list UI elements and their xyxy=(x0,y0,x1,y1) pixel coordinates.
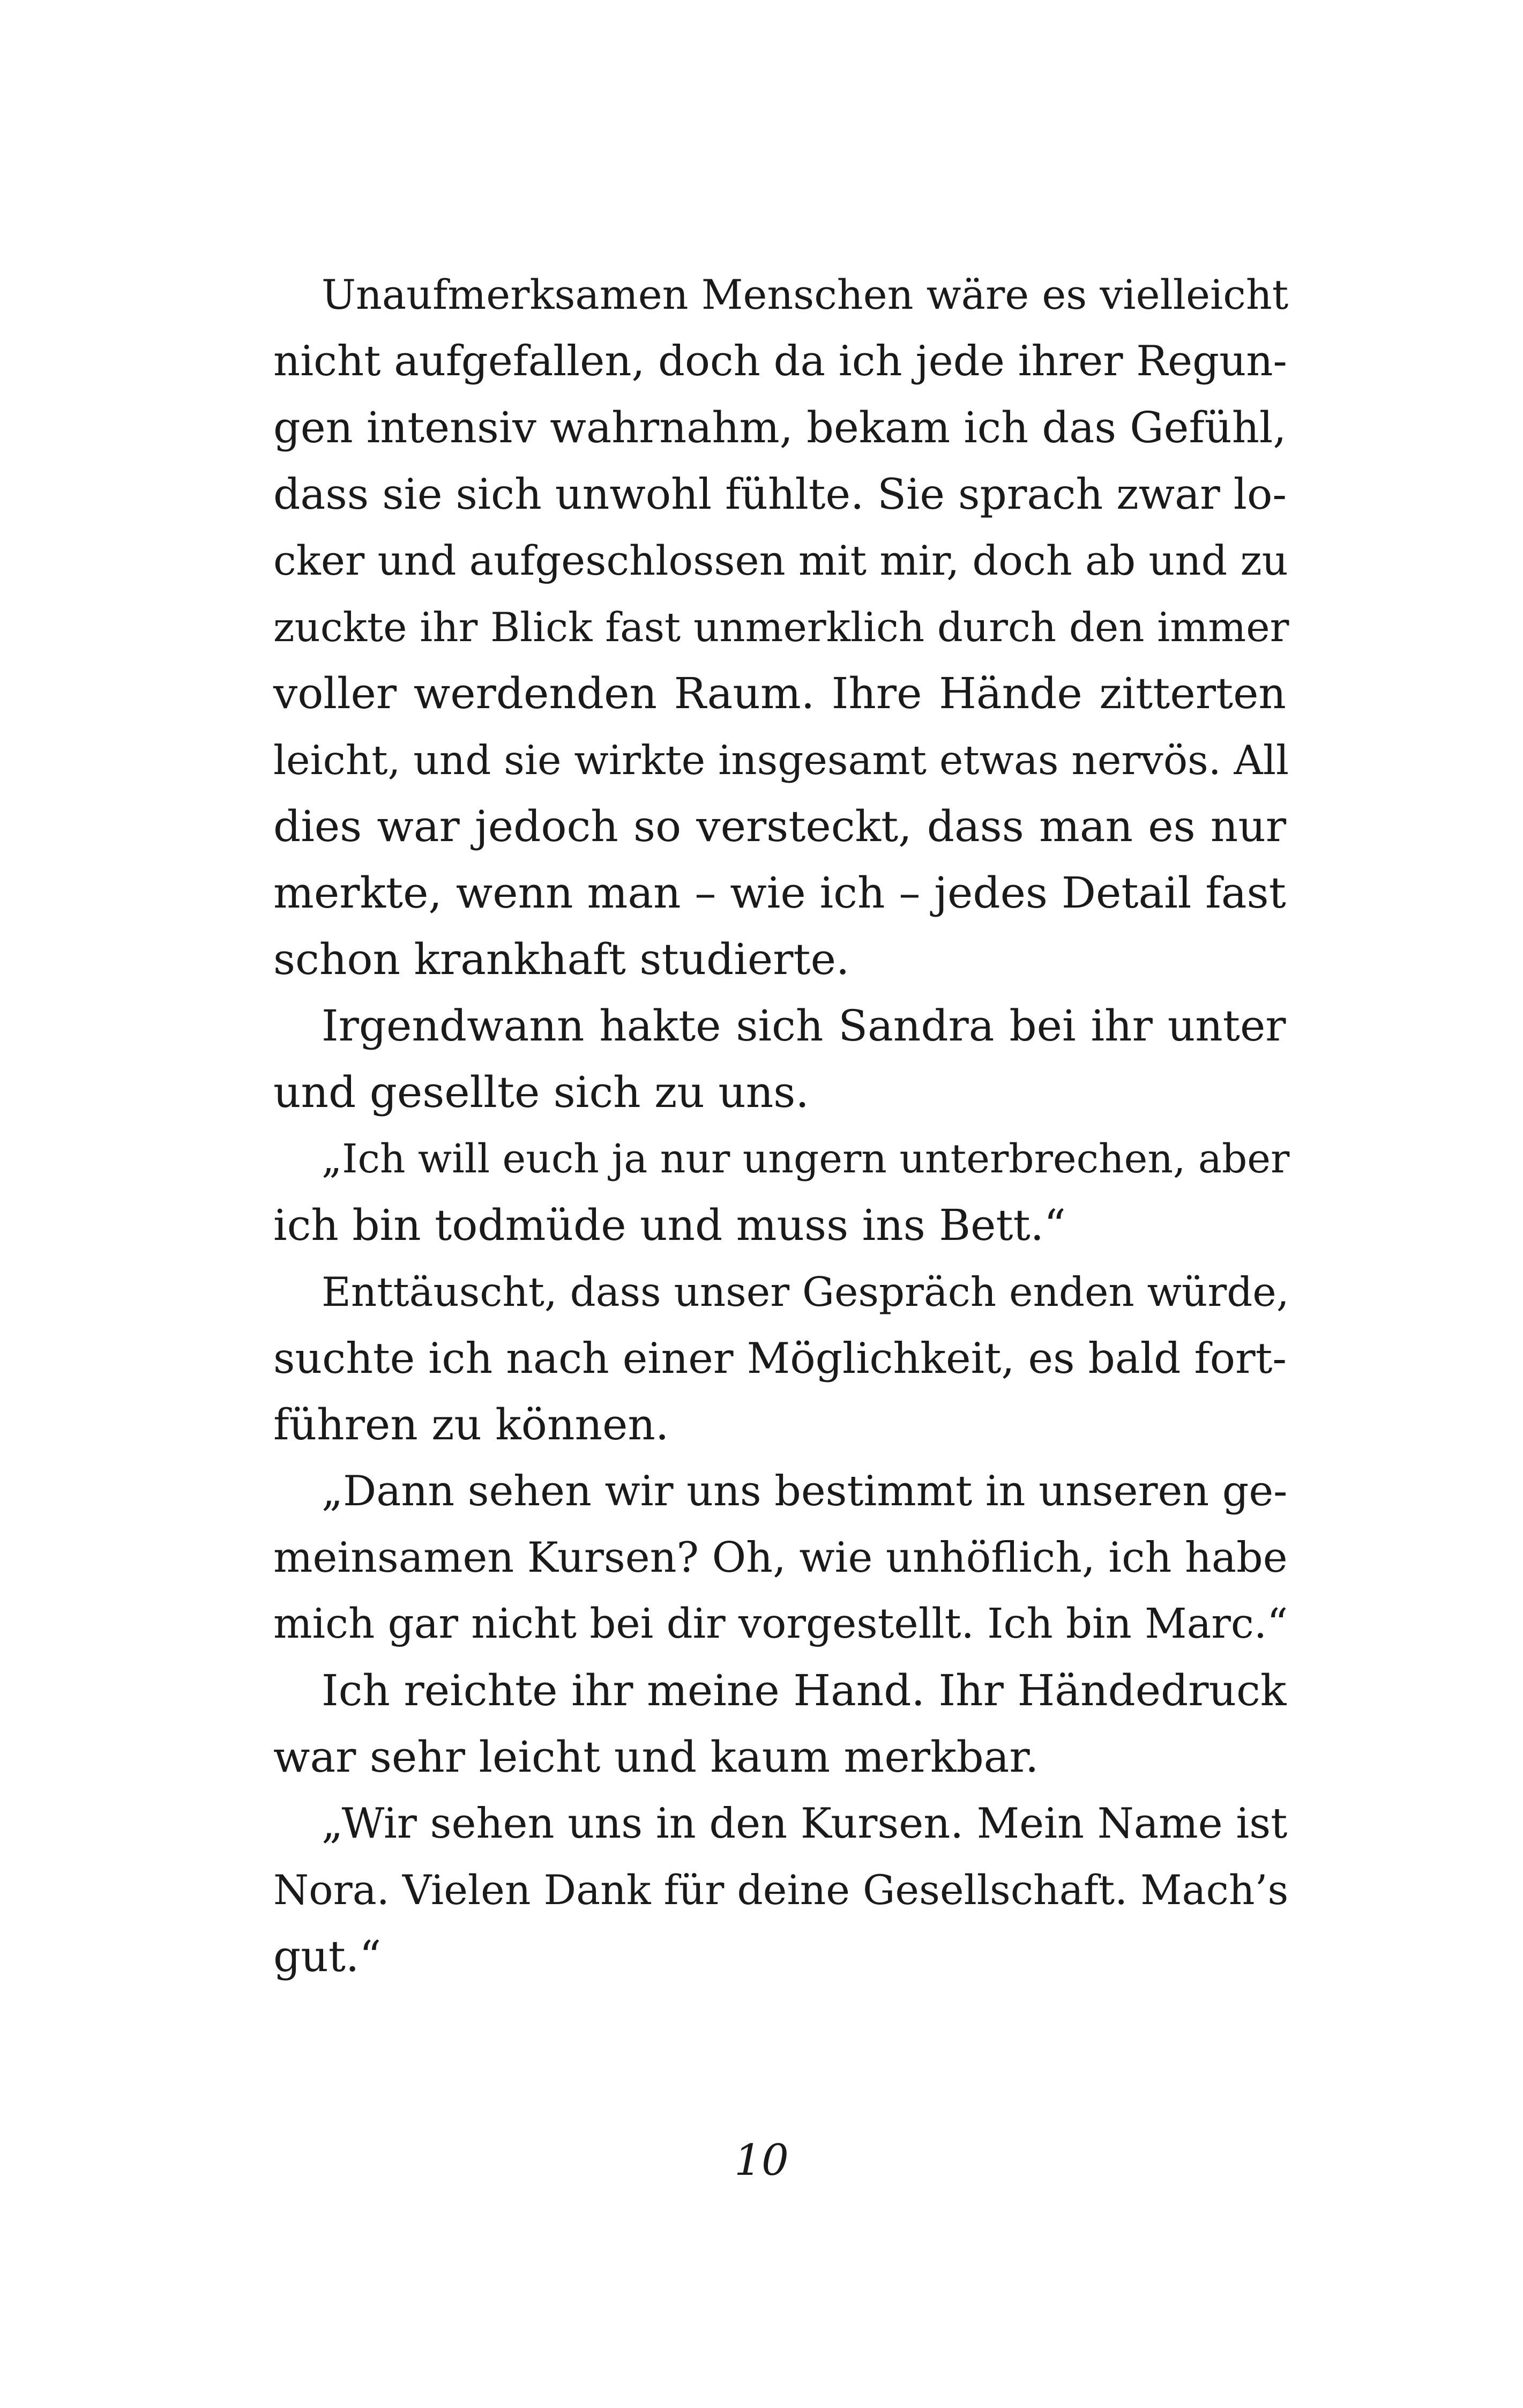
text-line: Nora. Vielen Dank für deine Gesellschaft. Mach’s xyxy=(273,1867,1289,1914)
text-line: „Ich will euch ja nur ungern unterbrechen, aber xyxy=(322,1136,1290,1182)
text-line: „Dann sehen wir uns bestimmt in unseren ge- xyxy=(322,1467,1288,1515)
text-line: Irgendwann hakte sich Sandra bei ihr unter xyxy=(322,1001,1286,1051)
paragraph-6 xyxy=(225,1658,1286,1790)
text-line: dass sie sich unwohl fühlte. Sie sprach zwar lo- xyxy=(273,470,1287,519)
text-line: Unaufmerksamen Menschen wäre es vielleicht xyxy=(322,271,1289,318)
text-line: schon krankhaft studierte. xyxy=(273,934,850,984)
text-line: leicht, und sie wirkte insgesamt etwas nervös. All xyxy=(273,737,1289,784)
text-line: war sehr leicht und kaum merkbar. xyxy=(273,1732,1039,1782)
paragraph-3 xyxy=(225,1126,1290,1259)
page-number: 10 xyxy=(734,2135,789,2185)
text-line: cker und aufgeschlossen mit mir, doch ab und zu xyxy=(273,537,1288,584)
text-line: nicht aufgefallen, doch da ich jede ihrer Regun- xyxy=(273,337,1287,385)
paragraph-2 xyxy=(225,993,1286,1126)
paragraph-4 xyxy=(225,1259,1289,1458)
text-line: zuckte ihr Blick fast unmerklich durch den immer xyxy=(273,604,1289,651)
paragraph-7 xyxy=(225,1790,1289,1990)
text-line: voller werdenden Raum. Ihre Hände zitterten xyxy=(273,668,1286,718)
paragraph-5 xyxy=(225,1458,1286,1658)
text-line: führen zu können. xyxy=(273,1400,669,1450)
text-line: gut.“ xyxy=(273,1931,382,1981)
text-line: und gesellte sich zu uns. xyxy=(273,1067,809,1117)
text-line: meinsamen Kursen? Oh, wie unhöflich, ich habe xyxy=(273,1534,1288,1582)
text-line: merkte, wenn man – wie ich – jedes Detail fast xyxy=(273,868,1286,918)
paragraph-1 xyxy=(225,262,1289,993)
text-line: „Wir sehen uns in den Kursen. Mein Name ist xyxy=(322,1800,1288,1848)
text-line: suchte ich nach einer Möglichkeit, es bald fort- xyxy=(273,1334,1287,1383)
text-line: ich bin todmüde und muss ins Bett.“ xyxy=(273,1200,1066,1250)
text-line: Ich reichte ihr meine Hand. Ihr Händedruck xyxy=(322,1666,1287,1715)
text-line: gen intensiv wahrnahm, bekam ich das Gefühl, xyxy=(273,403,1287,452)
text-line: mich gar nicht bei dir vorgestellt. Ich bin Marc.“ xyxy=(273,1600,1288,1648)
text-line: dies war jedoch so versteckt, dass man es nur xyxy=(273,801,1287,851)
text-line: Enttäuscht, dass unser Gespräch enden würde, xyxy=(322,1268,1289,1316)
body-text xyxy=(225,262,1290,1990)
